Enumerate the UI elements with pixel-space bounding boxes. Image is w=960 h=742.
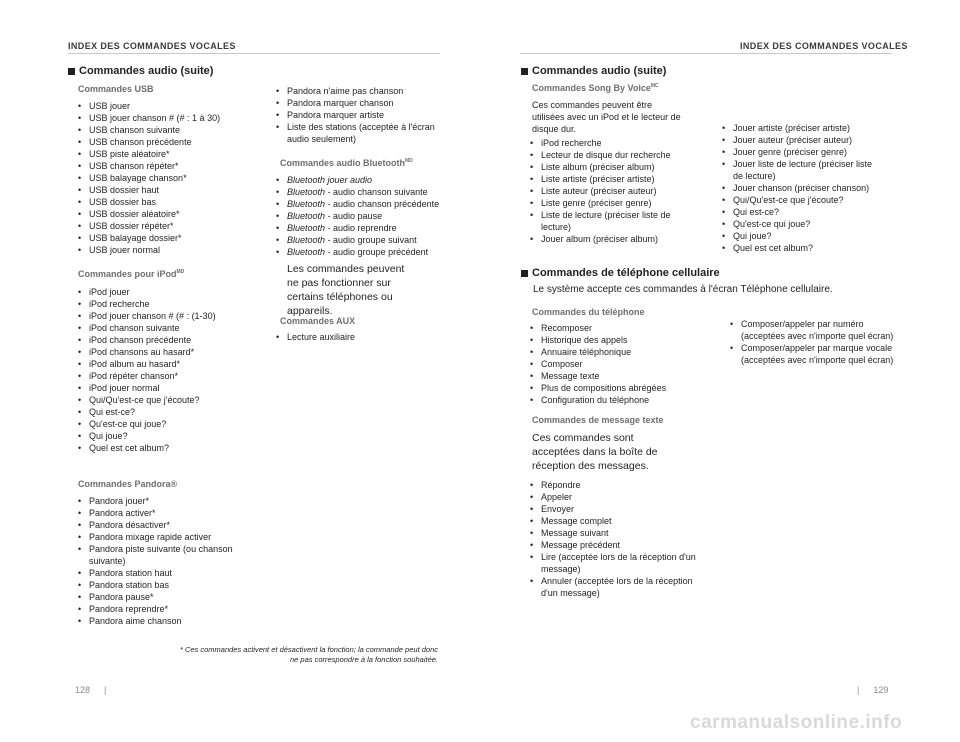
list-item: • Répondre (530, 479, 700, 491)
list-item: • iPod album au hasard* (78, 358, 248, 370)
list-item: • Pandora aime chanson (78, 615, 243, 627)
list-item: • Lire (acceptée lors de la réception d'un message) (530, 551, 700, 575)
list-item: • Pandora station bas (78, 579, 243, 591)
bluetooth-note: Les commandes peuvent ne pas fonctionner sur certains téléphones ou appareils. (287, 263, 405, 317)
list-item: • iPod chanson suivante (78, 322, 248, 334)
section-square-icon (521, 270, 528, 277)
list-item: • Pandora marquer chanson (276, 97, 441, 109)
list-item: • USB chanson suivante (78, 124, 248, 136)
list-item: • Composer/appeler par numéro (acceptées avec n'importe quel écran) (730, 318, 895, 342)
list-item: • Envoyer (530, 503, 700, 515)
list-item: • USB chanson précédente (78, 136, 248, 148)
songbyvoice-list (530, 137, 680, 245)
list-item: • Pandora désactiver* (78, 519, 243, 531)
songbyvoice-list-continued (722, 122, 882, 254)
left-section-title: Commandes audio (suite) (68, 65, 213, 77)
list-item: • iPod chansons au hasard* (78, 346, 248, 358)
list-item: • Bluetooth - audio chanson précédente (276, 198, 446, 210)
list-item: • Bluetooth jouer audio (276, 174, 446, 186)
list-item: • Composer/appeler par marque vocale (acceptées avec n'importe quel écran) (730, 342, 895, 366)
list-item: • USB jouer normal (78, 244, 248, 256)
aux-heading: Commandes AUX (280, 316, 356, 326)
pandora-list-continued (276, 85, 441, 145)
right-header: INDEX DES COMMANDES VOCALES (740, 41, 908, 51)
list-item: • Message précédent (530, 539, 700, 551)
list-item: • Message suivant (530, 527, 700, 539)
list-item: • Pandora piste suivante (ou chanson suivante) (78, 543, 243, 567)
pandora-list (78, 495, 243, 627)
aux-list (276, 331, 436, 343)
list-item: • iPod recherche (78, 298, 248, 310)
list-item: • Jouer artiste (préciser artiste) (722, 122, 882, 134)
list-item: • Liste genre (préciser genre) (530, 197, 680, 209)
list-item: • Liste album (préciser album) (530, 161, 680, 173)
usb-list (78, 100, 248, 256)
sms-list (530, 479, 700, 599)
list-item: • Pandora jouer* (78, 495, 243, 507)
list-item: • USB balayage dossier* (78, 232, 248, 244)
bluetooth-heading: Commandes audio Bluetooth$^{MD}$ (280, 158, 413, 168)
list-item: • Qui est-ce? (722, 206, 882, 218)
list-item: • Configuration du téléphone (530, 394, 700, 406)
phone-heading: Commandes du téléphone (532, 307, 645, 317)
right-page-number: | 129 (857, 685, 889, 695)
list-item: • Qu'est-ce qui joue? (722, 218, 882, 230)
songbyvoice-heading: Commandes Song By Voice$^{MC}$ (532, 83, 659, 93)
list-item: • Pandora marquer artiste (276, 109, 441, 121)
left-page-number: 128 | (75, 685, 107, 695)
ipod-list (78, 286, 248, 454)
list-item: • USB dossier bas (78, 196, 248, 208)
list-item: • Bluetooth - audio reprendre (276, 222, 446, 234)
list-item: • Qu'est-ce qui joue? (78, 418, 248, 430)
list-item: • Qui joue? (78, 430, 248, 442)
left-header: INDEX DES COMMANDES VOCALES (68, 41, 236, 51)
list-item: • Plus de compositions abrégées (530, 382, 700, 394)
list-item: • Pandora reprendre* (78, 603, 243, 615)
list-item: • Jouer liste de lecture (préciser liste de lecture) (722, 158, 882, 182)
list-item: • Historique des appels (530, 334, 700, 346)
list-item: • Annuaire téléphonique (530, 346, 700, 358)
phone-list-continued (730, 318, 895, 366)
ipod-heading: Commandes pour iPod$^{MD}$ (78, 269, 185, 279)
section-square-icon (521, 68, 528, 75)
list-item: • Message complet (530, 515, 700, 527)
list-item: • USB piste aléatoire* (78, 148, 248, 160)
list-item: • iPod chanson précédente (78, 334, 248, 346)
list-item: • USB dossier haut (78, 184, 248, 196)
list-item: • Bluetooth - audio chanson suivante (276, 186, 446, 198)
list-item: • Bluetooth - audio pause (276, 210, 446, 222)
list-item: • Jouer chanson (préciser chanson) (722, 182, 882, 194)
watermark: carmanualsonline.info (690, 712, 903, 733)
phone-section-title: Commandes de téléphone cellulaire (521, 267, 720, 279)
section-square-icon (68, 68, 75, 75)
list-item: • Lecteur de disque dur recherche (530, 149, 680, 161)
list-item: • Composer (530, 358, 700, 370)
list-item: • Lecture auxiliaire (276, 331, 436, 343)
list-item: • iPod jouer chanson # (# : (1-30) (78, 310, 248, 322)
list-item: • Liste auteur (préciser auteur) (530, 185, 680, 197)
list-item: • Qui/Qu'est-ce que j'écoute? (722, 194, 882, 206)
list-item: • Qui/Qu'est-ce que j'écoute? (78, 394, 248, 406)
list-item: • Annuler (acceptée lors de la réception d'un message) (530, 575, 700, 599)
list-item: • Pandora mixage rapide activer (78, 531, 243, 543)
list-item: • Bluetooth - audio groupe précédent (276, 246, 446, 258)
footnote: * Ces commandes activent et désactivent la fonction; la commande peut donc ne pas correspondre à la fonction souhaitée. (179, 645, 438, 664)
list-item: • USB dossier répéter* (78, 220, 248, 232)
list-item: • iPod jouer (78, 286, 248, 298)
list-item: • Qui joue? (722, 230, 882, 242)
list-item: • Pandora activer* (78, 507, 243, 519)
sms-heading: Commandes de message texte (532, 415, 664, 425)
list-item: • USB balayage chanson* (78, 172, 248, 184)
list-item: • Qui est-ce? (78, 406, 248, 418)
list-item: • Pandora station haut (78, 567, 243, 579)
list-item: • iPod recherche (530, 137, 680, 149)
songbyvoice-intro: Ces commandes peuvent être utilisées avec un iPod et le lecteur de disque dur. (532, 100, 681, 134)
list-item: • Appeler (530, 491, 700, 503)
right-header-rule (520, 53, 892, 54)
list-item: • Jouer auteur (préciser auteur) (722, 134, 882, 146)
phone-list (530, 322, 700, 406)
list-item: • Liste des stations (acceptée à l'écran audio seulement) (276, 121, 441, 145)
list-item: • Pandora pause* (78, 591, 243, 603)
bluetooth-list (276, 174, 446, 258)
list-item: • Recomposer (530, 322, 700, 334)
right-section-title: Commandes audio (suite) (521, 65, 666, 77)
list-item: • USB chanson répéter* (78, 160, 248, 172)
list-item: • Pandora n'aime pas chanson (276, 85, 441, 97)
pandora-heading: Commandes Pandora® (78, 479, 178, 489)
list-item: • Message texte (530, 370, 700, 382)
list-item: • Jouer album (préciser album) (530, 233, 680, 245)
usb-heading: Commandes USB (78, 84, 154, 94)
list-item: • iPod répéter chanson* (78, 370, 248, 382)
sms-note: Ces commandes sont acceptées dans la boîte de réception des messages. (532, 432, 658, 472)
list-item: • Bluetooth - audio groupe suivant (276, 234, 446, 246)
list-item: • iPod jouer normal (78, 382, 248, 394)
list-item: • Quel est cet album? (78, 442, 248, 454)
list-item: • USB dossier aléatoire* (78, 208, 248, 220)
list-item: • Jouer genre (préciser genre) (722, 146, 882, 158)
left-header-rule (68, 53, 440, 54)
phone-intro: Le système accepte ces commandes à l'écran Téléphone cellulaire. (533, 284, 833, 295)
list-item: • Liste de lecture (préciser liste de lecture) (530, 209, 680, 233)
list-item: • USB jouer chanson # (# : 1 à 30) (78, 112, 248, 124)
list-item: • Liste artiste (préciser artiste) (530, 173, 680, 185)
list-item: • USB jouer (78, 100, 248, 112)
list-item: • Quel est cet album? (722, 242, 882, 254)
